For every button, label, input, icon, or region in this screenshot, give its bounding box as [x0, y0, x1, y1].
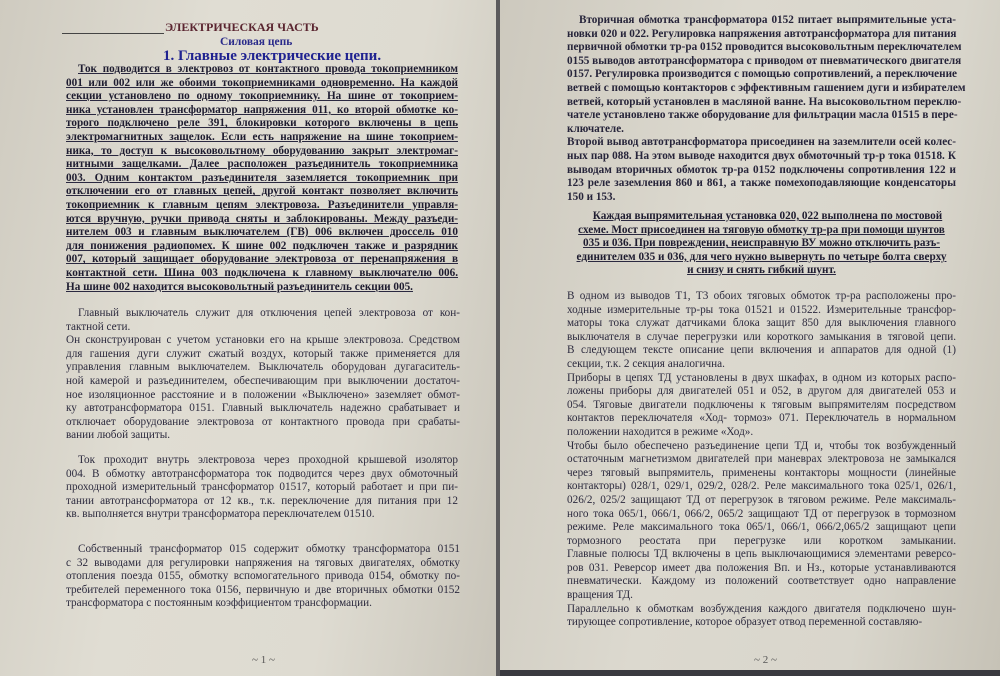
text-line: ветвей с помощью контакторов с эффективным гашением дуги и избирателем [567, 81, 966, 94]
text-line: ров 031. Реверсор имеет два положения Вп. и Нз., которые устанавливаются [567, 561, 956, 574]
text-line: ложены приборы для двигателей 051 и 052, в другом для двигателей 053 и [567, 385, 956, 398]
text-line: отключает оборудование электровоза от контактного провода при срабаты- [66, 415, 460, 428]
paragraph-current-path [66, 454, 458, 522]
text-line: управления главным выключателем. Выключатель оборудован дугагаситель- [66, 361, 460, 374]
section-title: ЭЛЕКТРИЧЕСКАЯ ЧАСТЬ [165, 20, 319, 34]
text-line: 001 или 002 или же обоими токоприемниками одновременно. На каждой [66, 76, 458, 89]
paragraph-measuring [567, 290, 956, 630]
page-1 [0, 0, 496, 676]
paragraph-rectifier [567, 210, 956, 278]
text-line: 007, который защищает оборудование электровоза от перенапряжения в [66, 253, 458, 266]
text-line: Чтобы было обеспечено разъединение цепи ТД и, чтобы ток возбужденный [567, 439, 956, 452]
text-line: ветвей, который установлен в масляной ванне. На высоковольтном переклю- [567, 95, 962, 108]
paragraph-main-switch [66, 307, 460, 443]
text-line: Вторичная обмотка трансформатора 0152 питает выпрямительные уста- [579, 14, 956, 26]
text-line: Главный выключатель служит для отключения цепей электровоза от кон- [78, 307, 460, 319]
text-line: токоприемник к главным цепям электровоза. Разъединители управля- [66, 198, 458, 211]
text-line: Приборы в цепях ТД установлены в двух шкафах, в одном из которых распо- [567, 371, 956, 384]
text-line: секции установлено по одному токоприемнику. На шине от токоприем- [66, 90, 458, 103]
screen-bezel [500, 670, 1000, 676]
text-line: секции, т.к. 2 секция аналогична. [567, 357, 725, 370]
paragraph-main-circuits [66, 63, 458, 294]
page-number-2: ~ 2 ~ [754, 654, 777, 666]
text-line: отопления поезда 0155, обмотку вспомогательного привода 0154, обмотку по- [66, 570, 460, 583]
text-line: режиме. Реле максимального тока 065/1, 066/1, 066/2,065/2 защищают цепи [567, 521, 956, 534]
text-line: Он сконструирован с учетом установки его на крыше электровоза. Средством [66, 334, 460, 347]
text-line: контакторы) 028/1, 029/1, 029/2, 028/2. Реле максимального тока 025/1, 026/1, [567, 480, 956, 493]
text-line: ника установлен трансформатор напряжения 011, ко второй обмотке ко- [66, 103, 458, 116]
text-line: В следующем тексте описание цепи включения и аппаратов для одной (1) [567, 344, 956, 357]
text-line: 003. Одним контактом разъединителя заземляется токоприемник при [66, 171, 458, 184]
paragraph-secondary-winding [567, 14, 966, 204]
text-line: Второй вывод автотрансформатора присоединен на заземлители осей колес- [567, 136, 956, 149]
text-line: кв. выполняется внутри трансформатора переключателем 01510. [66, 508, 375, 521]
text-line: единителем 035 и 036, для чего нужно вывернуть по четыре болта сверху [576, 250, 947, 263]
text-line: Каждая выпрямительная установка 020, 022 выполнена по мостовой [592, 210, 943, 222]
text-line: ных пар 088. На этом выводе находится двух обмоточный тр-р тока 01518. К [567, 149, 956, 162]
text-line: выводам вторичных обмоток тр-ра 0152 подключены сопротивления 122 и [567, 163, 956, 176]
text-line: 0157. Регулировка производится с помощью сопротивлений, а переключение [567, 68, 957, 81]
text-line: тормозного реостата при перегрузке или коротком замыкании. [567, 534, 956, 547]
page-number-1: ~ 1 ~ [252, 654, 275, 666]
title-rule [62, 33, 164, 34]
subtitle: Силовая цепь [220, 36, 293, 48]
text-line: схеме. Мост присоединен на тяговую обмотку тр-ра при помощи шунтов [578, 223, 945, 236]
text-line: тании автотрансформатора от 12 кв., т.к. переключение для питания при 12 [66, 494, 458, 507]
text-line: На шине 002 находится высоковольтный разъединитель секции 005. [66, 280, 413, 293]
text-line: отключении его от главных цепей, другой контакт позволяет включить [66, 185, 458, 198]
text-line: тактной сети. [66, 320, 131, 333]
text-line: 150 и 153. [567, 190, 616, 203]
text-line: чателе установлено также оборудование для фильтрации масла 01515 в пере- [567, 109, 958, 122]
text-line: тирующее сопротивление, которое образует отвод переменной составляю- [567, 616, 923, 629]
text-line: ходные измерительные тр-ры тока 01521 и 01522. Измерительные трансфор- [567, 303, 956, 316]
heading: 1. Главные электрические цепи. [163, 48, 382, 64]
text-line: ной камерой и разъединителем, обеспечивающим при выключении достаточ- [66, 374, 460, 387]
text-line: для гашения дуги служит сжатый воздух, который также применяется для [66, 347, 460, 360]
text-line: Главные полюсы ТД включены в цепь выключающимися элементами реверсо- [567, 548, 956, 561]
text-line: 0155 выводов автотрансформатора с приводом от пневматического двигателя [567, 54, 962, 67]
text-line: ное изоляционное расстояние и в положении «Выключено» заземляет обмот- [66, 388, 460, 401]
text-line: выключателя в случае перегрузки или короткого замыкания в тяговой цепи. [567, 330, 956, 343]
text-line: и снизу и снять гибкий шунт. [687, 264, 836, 277]
text-line: 035 и 036. При повреждении, неисправную ВУ можно отключить разъ- [583, 237, 940, 250]
text-line: проходной измерительный трансформатор 01517, который работает и при пи- [66, 481, 458, 494]
text-line: ключателе. [567, 122, 624, 135]
text-line: трансформатора с постоянным коэффициентом трансформации. [66, 597, 372, 610]
text-line: пневматически. Каждому из положений соответствует одно направление [567, 575, 956, 588]
text-line: маторы тока служат датчиками блока защит 850 для выключения главного [567, 317, 956, 330]
text-line: контактов переключателя «Ход- тормоз» 071. Переключатель в нормальном [567, 412, 956, 425]
text-line: положении находится в режиме «Ход». [567, 425, 754, 438]
text-line: 004. В обмотку автотрансформатора ток подводится через двух обмоточный [66, 467, 458, 480]
text-line: остаточным магнетизмом двигателей при маневрах электровоза не замыкался [567, 453, 956, 466]
text-line: с 32 выводами для регулировки напряжения на тяговых двигателях, обмотку [66, 556, 460, 569]
paragraph-transformer [66, 543, 460, 611]
text-line: 054. Тяговые двигатели подключены к тяговым выпрямителям посредством [567, 398, 956, 411]
text-line: Ток подводится в электровоз от контактного провода токоприемником [78, 63, 458, 75]
text-line: 123 реле заземления 860 и 861, а также помехоподавляющие конденсаторы [567, 177, 956, 190]
text-line: требителей переменного тока 0156, первичную и две вторичных обмотки 0152 [66, 583, 460, 596]
text-line: Собственный трансформатор 015 содержит обмотку трансформатора 0151 [78, 543, 460, 555]
text-line: новки 020 и 022. Регулировка напряжения автотрансформатора для питания [567, 27, 957, 40]
text-line: 026/2, 025/2 защищают ТД от перегрузок в тяговом режиме. Реле максималь- [567, 493, 956, 506]
text-line: первичной обмотки тр-ра 0152 проводится высоковольтным переключателем [567, 41, 962, 54]
text-line: нителем 003 и главным выключателем (ГВ) 006 включен дроссель 010 [66, 226, 458, 239]
text-line: вращения ТД. [567, 589, 633, 602]
text-line: Ток проходит внутрь электровоза через проходной крышевой изолятор [78, 454, 458, 466]
text-line: через тяговый выпрямитель, применены контакторы мощности (линейные [567, 466, 956, 479]
text-line: ку автотрансформатора 0151. Главный выключатель надежно срабатывает и [66, 402, 460, 415]
text-line: для понижения радиопомех. К шине 002 подключен также и разрядник [66, 239, 458, 252]
text-line: контактной сети. Шина 003 подключена к главному выключателю 006. [66, 266, 458, 279]
text-line: вании любой защиты. [66, 429, 171, 442]
text-line: электромагнитных защелок. Если есть напряжение на шине токоприем- [66, 130, 458, 143]
text-line: ного тока 065/1, 066/1, 066/2, 065/2 защищают ТД от перегрузок в тормозном [567, 507, 956, 520]
text-line: ника, то доступ к высоковольтному оборудованию закрыт электромаг- [66, 144, 458, 157]
text-line: торого подключено реле 391, блокировки которого включены в цепь [66, 117, 458, 130]
text-line: Параллельно к обмоткам возбуждения каждого двигателя подключено шун- [567, 602, 956, 615]
text-line: В одном из выводов Т1, Т3 обоих тяговых обмоток тр-ра расположены про- [567, 290, 956, 302]
text-line: нитными защелками. Далее расположен разъединитель токоприемника [66, 158, 458, 171]
text-line: ются вручную, ручки привода сняты и заблокированы. Между разъеди- [66, 212, 458, 225]
page-2 [500, 0, 1000, 676]
